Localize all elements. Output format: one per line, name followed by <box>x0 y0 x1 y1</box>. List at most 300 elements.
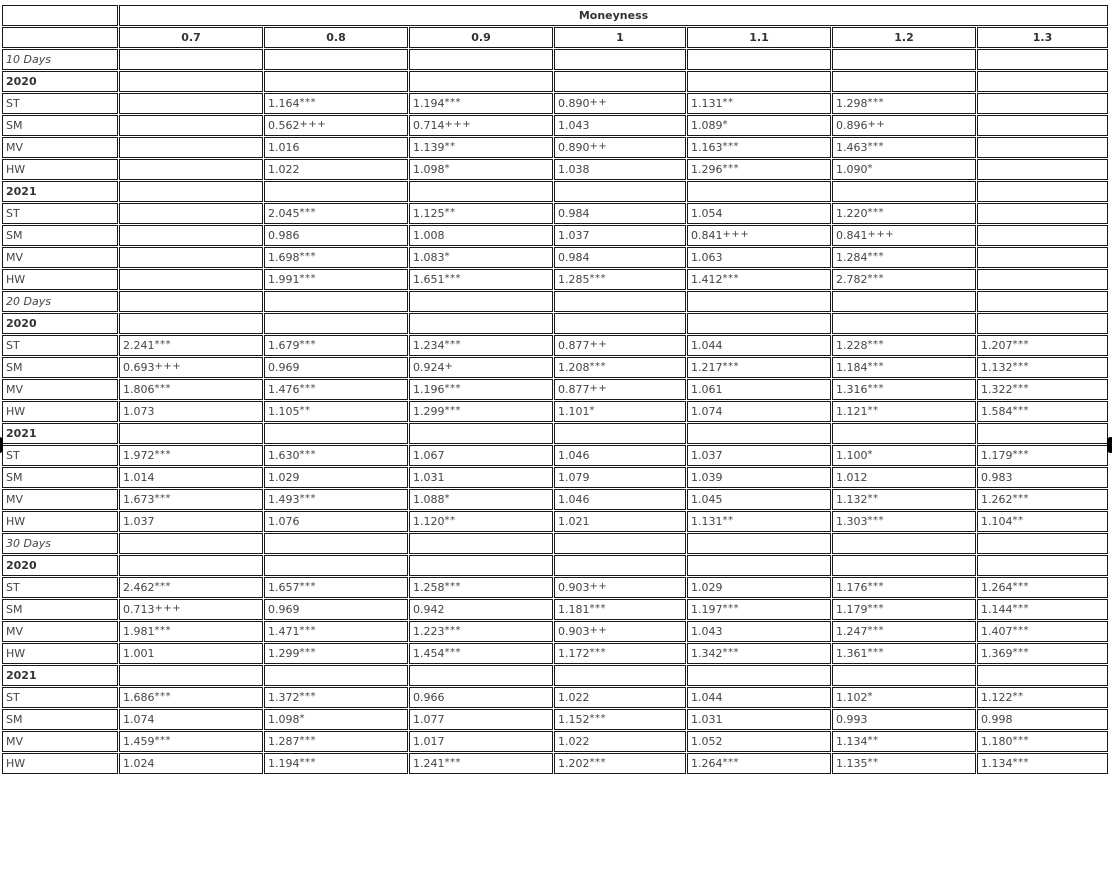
value-cell <box>119 203 263 224</box>
significance-marker: ** <box>1012 515 1024 526</box>
value-cell <box>832 225 976 246</box>
value-number: 1.698 <box>268 251 300 264</box>
value-number: 1.299 <box>413 405 445 418</box>
significance-marker: *** <box>1012 625 1029 636</box>
value-cell <box>409 599 553 620</box>
value-cell <box>832 159 976 180</box>
value-number: 0.969 <box>268 603 300 616</box>
table-row <box>2 137 1108 158</box>
value-number: 0.841 <box>836 229 868 242</box>
significance-marker: *** <box>299 493 316 504</box>
table-row <box>2 643 1108 664</box>
row-label: HW <box>2 401 118 422</box>
value-number: 0.890 <box>558 97 590 110</box>
moneyness-table <box>1 4 1109 775</box>
value-number: 1.258 <box>413 581 445 594</box>
row-label: MV <box>2 489 118 510</box>
value-cell <box>264 357 408 378</box>
section-row <box>2 49 1108 70</box>
empty-cell <box>409 533 553 554</box>
value-number: 1.181 <box>558 603 590 616</box>
value-cell <box>554 225 686 246</box>
year-label: 2020 <box>2 313 118 334</box>
value-number: 1.372 <box>268 691 300 704</box>
value-number: 1.046 <box>558 449 590 462</box>
empty-cell <box>832 291 976 312</box>
significance-marker: *** <box>589 757 606 768</box>
value-cell <box>409 687 553 708</box>
significance-marker: * <box>722 119 728 130</box>
value-number: 1.217 <box>691 361 723 374</box>
value-number: 1.008 <box>413 229 445 242</box>
significance-marker: *** <box>867 603 884 614</box>
value-cell <box>264 401 408 422</box>
significance-marker: *** <box>867 141 884 152</box>
significance-marker: *** <box>1012 493 1029 504</box>
value-cell <box>264 137 408 158</box>
significance-marker: *** <box>299 757 316 768</box>
row-label: MV <box>2 379 118 400</box>
value-number: 1.052 <box>691 735 723 748</box>
value-cell <box>554 269 686 290</box>
value-cell <box>409 379 553 400</box>
value-number: 1.184 <box>836 361 868 374</box>
value-number: 1.223 <box>413 625 445 638</box>
value-cell <box>977 621 1108 642</box>
value-cell <box>554 93 686 114</box>
significance-marker: *** <box>867 273 884 284</box>
value-cell <box>554 511 686 532</box>
significance-marker: *** <box>299 383 316 394</box>
empty-cell <box>554 555 686 576</box>
value-cell <box>687 357 831 378</box>
value-cell <box>687 489 831 510</box>
value-cell <box>977 731 1108 752</box>
value-number: 2.241 <box>123 339 155 352</box>
significance-marker: *** <box>299 581 316 592</box>
significance-marker: ** <box>299 405 311 416</box>
significance-marker: *** <box>722 273 739 284</box>
significance-marker: *** <box>299 625 316 636</box>
row-label: HW <box>2 511 118 532</box>
empty-cell <box>977 49 1108 70</box>
value-cell <box>554 401 686 422</box>
significance-marker: +++ <box>299 119 327 130</box>
value-cell <box>977 137 1108 158</box>
column-header: 1 <box>554 27 686 48</box>
empty-cell <box>977 313 1108 334</box>
value-number: 1.172 <box>558 647 590 660</box>
value-cell <box>409 731 553 752</box>
value-cell <box>687 445 831 466</box>
value-cell <box>687 247 831 268</box>
value-number: 0.713 <box>123 603 155 616</box>
value-number: 1.134 <box>981 757 1013 770</box>
empty-cell <box>832 665 976 686</box>
value-cell <box>409 335 553 356</box>
value-cell <box>687 687 831 708</box>
value-cell <box>264 489 408 510</box>
empty-cell <box>554 665 686 686</box>
value-number: 1.247 <box>836 625 868 638</box>
value-cell <box>977 159 1108 180</box>
value-number: 1.017 <box>413 735 445 748</box>
value-number: 1.037 <box>558 229 590 242</box>
significance-marker: +++ <box>722 229 750 240</box>
value-number: 1.630 <box>268 449 300 462</box>
value-number: 2.782 <box>836 273 868 286</box>
value-cell <box>409 93 553 114</box>
value-number: 1.043 <box>691 625 723 638</box>
value-cell <box>832 643 976 664</box>
value-number: 1.067 <box>413 449 445 462</box>
significance-marker: *** <box>299 735 316 746</box>
value-number: 1.202 <box>558 757 590 770</box>
significance-marker: *** <box>154 383 171 394</box>
significance-marker: *** <box>299 449 316 460</box>
value-number: 1.132 <box>981 361 1013 374</box>
value-cell <box>687 577 831 598</box>
value-number: 1.077 <box>413 713 445 726</box>
significance-marker: *** <box>299 691 316 702</box>
value-number: 1.176 <box>836 581 868 594</box>
value-number: 1.016 <box>268 141 300 154</box>
value-number: 0.924 <box>413 361 445 374</box>
value-number: 1.194 <box>413 97 445 110</box>
significance-marker: ++ <box>589 97 608 108</box>
value-number: 1.459 <box>123 735 155 748</box>
significance-marker: *** <box>1012 449 1029 460</box>
value-number: 1.981 <box>123 625 155 638</box>
value-number: 1.285 <box>558 273 590 286</box>
empty-cell <box>264 555 408 576</box>
significance-marker: *** <box>1012 735 1029 746</box>
significance-marker: *** <box>867 251 884 262</box>
value-cell <box>264 511 408 532</box>
value-cell <box>119 379 263 400</box>
value-cell <box>832 577 976 598</box>
value-number: 1.122 <box>981 691 1013 704</box>
value-number: 1.407 <box>981 625 1013 638</box>
table-row <box>2 379 1108 400</box>
header-corner-cell <box>2 5 118 26</box>
empty-cell <box>409 555 553 576</box>
value-cell <box>264 269 408 290</box>
significance-marker: ** <box>444 515 456 526</box>
significance-marker: *** <box>589 713 606 724</box>
value-cell <box>687 599 831 620</box>
value-number: 1.045 <box>691 493 723 506</box>
significance-marker: ++ <box>589 581 608 592</box>
empty-cell <box>264 665 408 686</box>
value-number: 0.693 <box>123 361 155 374</box>
value-number: 1.074 <box>691 405 723 418</box>
value-cell <box>119 511 263 532</box>
significance-marker: ** <box>867 735 879 746</box>
column-header: 0.8 <box>264 27 408 48</box>
row-label: ST <box>2 577 118 598</box>
value-cell <box>409 621 553 642</box>
value-number: 1.090 <box>836 163 868 176</box>
value-number: 1.022 <box>558 691 590 704</box>
value-number: 0.890 <box>558 141 590 154</box>
value-cell <box>264 159 408 180</box>
table-row <box>2 269 1108 290</box>
value-number: 1.029 <box>691 581 723 594</box>
empty-cell <box>119 181 263 202</box>
table-row <box>2 709 1108 730</box>
significance-marker: *** <box>589 361 606 372</box>
value-cell <box>977 93 1108 114</box>
empty-cell <box>977 423 1108 444</box>
year-label: 2020 <box>2 71 118 92</box>
value-cell <box>832 203 976 224</box>
left-edge-marker <box>0 437 3 453</box>
significance-marker: *** <box>1012 383 1029 394</box>
value-number: 0.562 <box>268 119 300 132</box>
significance-marker: * <box>444 163 450 174</box>
value-cell <box>554 335 686 356</box>
value-cell <box>554 203 686 224</box>
significance-marker: ** <box>444 207 456 218</box>
significance-marker: ** <box>722 515 734 526</box>
significance-marker: *** <box>444 647 461 658</box>
value-cell <box>832 599 976 620</box>
value-cell <box>977 203 1108 224</box>
empty-cell <box>119 291 263 312</box>
significance-marker: ++ <box>589 141 608 152</box>
section-row <box>2 533 1108 554</box>
value-cell <box>977 445 1108 466</box>
value-cell <box>409 467 553 488</box>
row-label: HW <box>2 753 118 774</box>
value-cell <box>409 577 553 598</box>
value-cell <box>119 577 263 598</box>
value-cell <box>409 203 553 224</box>
row-label: MV <box>2 137 118 158</box>
value-number: 1.039 <box>691 471 723 484</box>
value-number: 0.714 <box>413 119 445 132</box>
value-cell <box>977 753 1108 774</box>
value-cell <box>119 269 263 290</box>
value-number: 1.454 <box>413 647 445 660</box>
significance-marker: *** <box>444 581 461 592</box>
value-cell <box>554 159 686 180</box>
header-group-row <box>2 5 1108 26</box>
significance-marker: ** <box>1012 691 1024 702</box>
empty-cell <box>832 181 976 202</box>
row-label: MV <box>2 621 118 642</box>
value-number: 1.001 <box>123 647 155 660</box>
significance-marker: *** <box>1012 603 1029 614</box>
value-cell <box>554 577 686 598</box>
significance-marker: *** <box>867 515 884 526</box>
significance-marker: *** <box>299 207 316 218</box>
value-number: 0.896 <box>836 119 868 132</box>
value-number: 1.179 <box>981 449 1013 462</box>
empty-cell <box>119 555 263 576</box>
significance-marker: *** <box>722 361 739 372</box>
value-number: 1.088 <box>413 493 445 506</box>
value-cell <box>409 247 553 268</box>
column-header: 1.1 <box>687 27 831 48</box>
value-cell <box>264 643 408 664</box>
value-cell <box>554 599 686 620</box>
value-cell <box>119 93 263 114</box>
value-number: 1.079 <box>558 471 590 484</box>
value-cell <box>119 401 263 422</box>
value-number: 1.038 <box>558 163 590 176</box>
significance-marker: * <box>299 713 305 724</box>
empty-cell <box>264 533 408 554</box>
value-cell <box>554 489 686 510</box>
value-cell <box>977 599 1108 620</box>
value-cell <box>264 709 408 730</box>
value-cell <box>832 731 976 752</box>
value-number: 1.163 <box>691 141 723 154</box>
value-number: 1.207 <box>981 339 1013 352</box>
empty-cell <box>687 71 831 92</box>
significance-marker: * <box>867 449 873 460</box>
value-cell <box>264 247 408 268</box>
value-number: 1.152 <box>558 713 590 726</box>
empty-cell <box>409 313 553 334</box>
value-number: 1.076 <box>268 515 300 528</box>
value-cell <box>554 621 686 642</box>
value-number: 1.073 <box>123 405 155 418</box>
significance-marker: *** <box>1012 405 1029 416</box>
table-row <box>2 401 1108 422</box>
value-cell <box>977 225 1108 246</box>
value-number: 1.316 <box>836 383 868 396</box>
significance-marker: *** <box>299 647 316 658</box>
value-cell <box>554 445 686 466</box>
value-cell <box>687 269 831 290</box>
value-number: 0.986 <box>268 229 300 242</box>
value-number: 1.208 <box>558 361 590 374</box>
value-number: 1.074 <box>123 713 155 726</box>
significance-marker: +++ <box>154 361 182 372</box>
value-number: 0.984 <box>558 251 590 264</box>
row-label: SM <box>2 115 118 136</box>
value-number: 1.098 <box>268 713 300 726</box>
value-cell <box>687 709 831 730</box>
value-cell <box>977 115 1108 136</box>
value-cell <box>119 643 263 664</box>
table-row <box>2 357 1108 378</box>
significance-marker: *** <box>154 493 171 504</box>
value-number: 1.144 <box>981 603 1013 616</box>
value-number: 1.361 <box>836 647 868 660</box>
empty-cell <box>409 49 553 70</box>
table-row <box>2 687 1108 708</box>
value-number: 1.135 <box>836 757 868 770</box>
row-label: SM <box>2 709 118 730</box>
empty-cell <box>977 181 1108 202</box>
value-number: 1.264 <box>981 581 1013 594</box>
value-number: 1.131 <box>691 515 723 528</box>
significance-marker: *** <box>444 625 461 636</box>
value-cell <box>264 753 408 774</box>
value-cell <box>264 599 408 620</box>
value-cell <box>264 203 408 224</box>
significance-marker: *** <box>722 757 739 768</box>
value-cell <box>554 687 686 708</box>
value-cell <box>264 93 408 114</box>
value-number: 1.493 <box>268 493 300 506</box>
value-cell <box>409 445 553 466</box>
value-cell <box>119 335 263 356</box>
table-row <box>2 93 1108 114</box>
significance-marker: * <box>444 493 450 504</box>
significance-marker: *** <box>867 207 884 218</box>
value-number: 1.083 <box>413 251 445 264</box>
empty-cell <box>264 291 408 312</box>
significance-marker: ++ <box>589 383 608 394</box>
value-cell <box>409 115 553 136</box>
value-number: 1.054 <box>691 207 723 220</box>
value-cell <box>687 753 831 774</box>
significance-marker: *** <box>722 603 739 614</box>
value-cell <box>977 269 1108 290</box>
value-number: 1.164 <box>268 97 300 110</box>
significance-marker: *** <box>154 625 171 636</box>
table-row <box>2 203 1108 224</box>
value-number: 1.044 <box>691 691 723 704</box>
value-cell <box>264 379 408 400</box>
value-number: 1.679 <box>268 339 300 352</box>
significance-marker: *** <box>154 581 171 592</box>
empty-cell <box>554 423 686 444</box>
value-number: 1.046 <box>558 493 590 506</box>
row-label: MV <box>2 731 118 752</box>
value-number: 1.298 <box>836 97 868 110</box>
value-cell <box>264 577 408 598</box>
value-cell <box>409 357 553 378</box>
significance-marker: *** <box>867 339 884 350</box>
value-cell <box>119 489 263 510</box>
value-number: 1.476 <box>268 383 300 396</box>
empty-cell <box>409 665 553 686</box>
significance-marker: ++ <box>867 119 886 130</box>
value-cell <box>264 115 408 136</box>
value-cell <box>977 247 1108 268</box>
year-label: 2021 <box>2 423 118 444</box>
value-cell <box>687 93 831 114</box>
header-columns-row <box>2 27 1108 48</box>
significance-marker: ** <box>444 141 456 152</box>
value-number: 1.101 <box>558 405 590 418</box>
value-cell <box>977 709 1108 730</box>
value-number: 0.841 <box>691 229 723 242</box>
empty-cell <box>832 555 976 576</box>
value-number: 1.125 <box>413 207 445 220</box>
value-number: 0.966 <box>413 691 445 704</box>
value-number: 1.262 <box>981 493 1013 506</box>
table-row <box>2 335 1108 356</box>
year-row <box>2 71 1108 92</box>
significance-marker: *** <box>867 581 884 592</box>
table-row <box>2 225 1108 246</box>
value-number: 1.180 <box>981 735 1013 748</box>
value-number: 1.061 <box>691 383 723 396</box>
value-cell <box>554 467 686 488</box>
right-edge-marker <box>1107 437 1112 453</box>
significance-marker: *** <box>299 273 316 284</box>
value-cell <box>409 269 553 290</box>
value-number: 0.877 <box>558 339 590 352</box>
empty-cell <box>977 665 1108 686</box>
